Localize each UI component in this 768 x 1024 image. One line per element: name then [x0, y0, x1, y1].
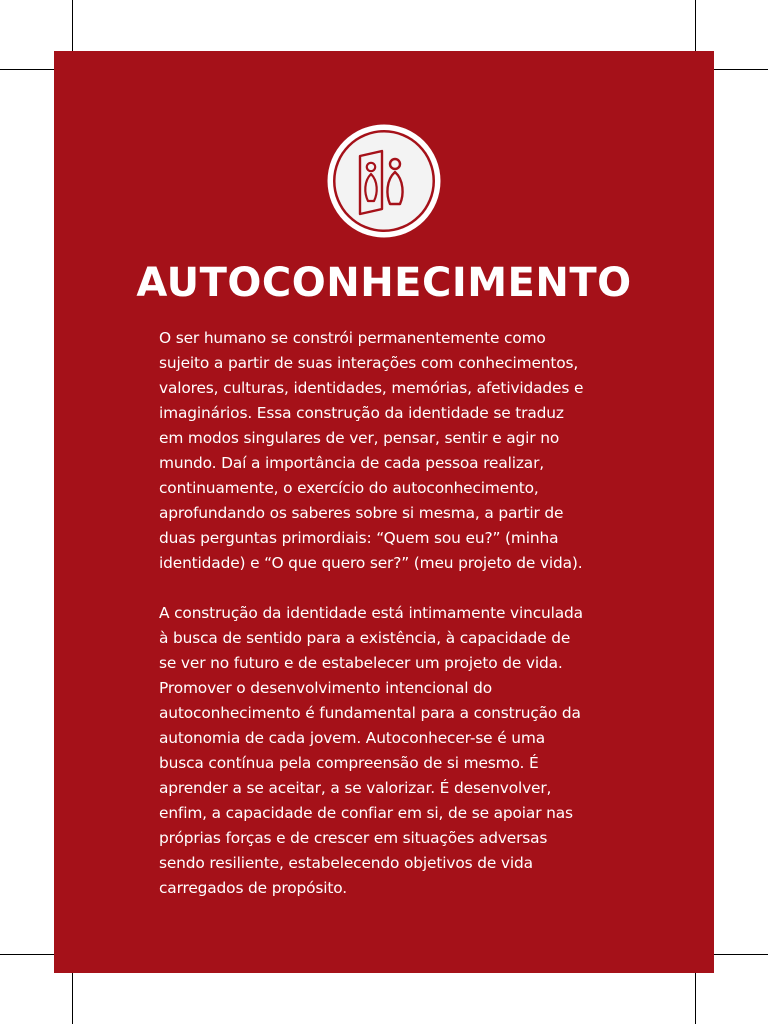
paragraph-gap [159, 576, 619, 601]
text-line: Promover o desenvolvimento intencional do [159, 679, 492, 697]
text-line: duas perguntas primordiais: “Quem sou eu?” (minha [159, 529, 559, 547]
people-mirror-icon [326, 123, 442, 239]
text-line: autoconhecimento é fundamental para a construção da [159, 704, 581, 722]
text-line: aprofundando os saberes sobre si mesma, a partir de [159, 504, 564, 522]
text-line: sujeito a partir de suas interações com conhecimentos, [159, 354, 579, 372]
crop-mark-bottom-left-horizontal [0, 954, 59, 955]
text-line: se ver no futuro e de estabelecer um projeto de vida. [159, 654, 563, 672]
text-line: imaginários. Essa construção da identidade se traduz [159, 404, 564, 422]
text-line: à busca de sentido para a existência, à capacidade de [159, 629, 571, 647]
crop-mark-top-right-horizontal [709, 69, 768, 70]
crop-mark-bottom-left-vertical [72, 967, 73, 1024]
crop-mark-top-right-vertical [695, 0, 696, 57]
card-body-text [159, 326, 619, 901]
text-line: em modos singulares de ver, pensar, sentir e agir no [159, 429, 560, 447]
card-title: AUTOCONHECIMENTO [136, 260, 632, 306]
paragraph-life-project [159, 601, 619, 901]
text-line: autonomia de cada jovem. Autoconhecer-se é uma [159, 729, 545, 747]
crop-mark-top-left-vertical [72, 0, 73, 57]
text-line: próprias forças e de crescer em situações adversas [159, 829, 548, 847]
text-line: enfim, a capacidade de confiar em si, de se apoiar nas [159, 804, 573, 822]
text-line: A construção da identidade está intimamente vinculada [159, 604, 583, 622]
paragraph-identity-construction [159, 326, 619, 576]
text-line: aprender a se aceitar, a se valorizar. É desenvolver, [159, 779, 552, 797]
crop-mark-bottom-right-vertical [695, 967, 696, 1024]
crop-mark-top-left-horizontal [0, 69, 59, 70]
text-line: continuamente, o exercício do autoconhecimento, [159, 479, 539, 497]
text-line: valores, culturas, identidades, memórias, afetividades e [159, 379, 584, 397]
crop-mark-bottom-right-horizontal [709, 954, 768, 955]
text-line: identidade) e “O que quero ser?” (meu projeto de vida). [159, 554, 583, 572]
text-line: O ser humano se constrói permanentemente como [159, 329, 546, 347]
text-line: carregados de propósito. [159, 879, 347, 897]
text-line: busca contínua pela compreensão de si mesmo. É [159, 754, 539, 772]
text-line: mundo. Daí a importância de cada pessoa realizar, [159, 454, 544, 472]
text-line: sendo resiliente, estabelecendo objetivos de vida [159, 854, 533, 872]
